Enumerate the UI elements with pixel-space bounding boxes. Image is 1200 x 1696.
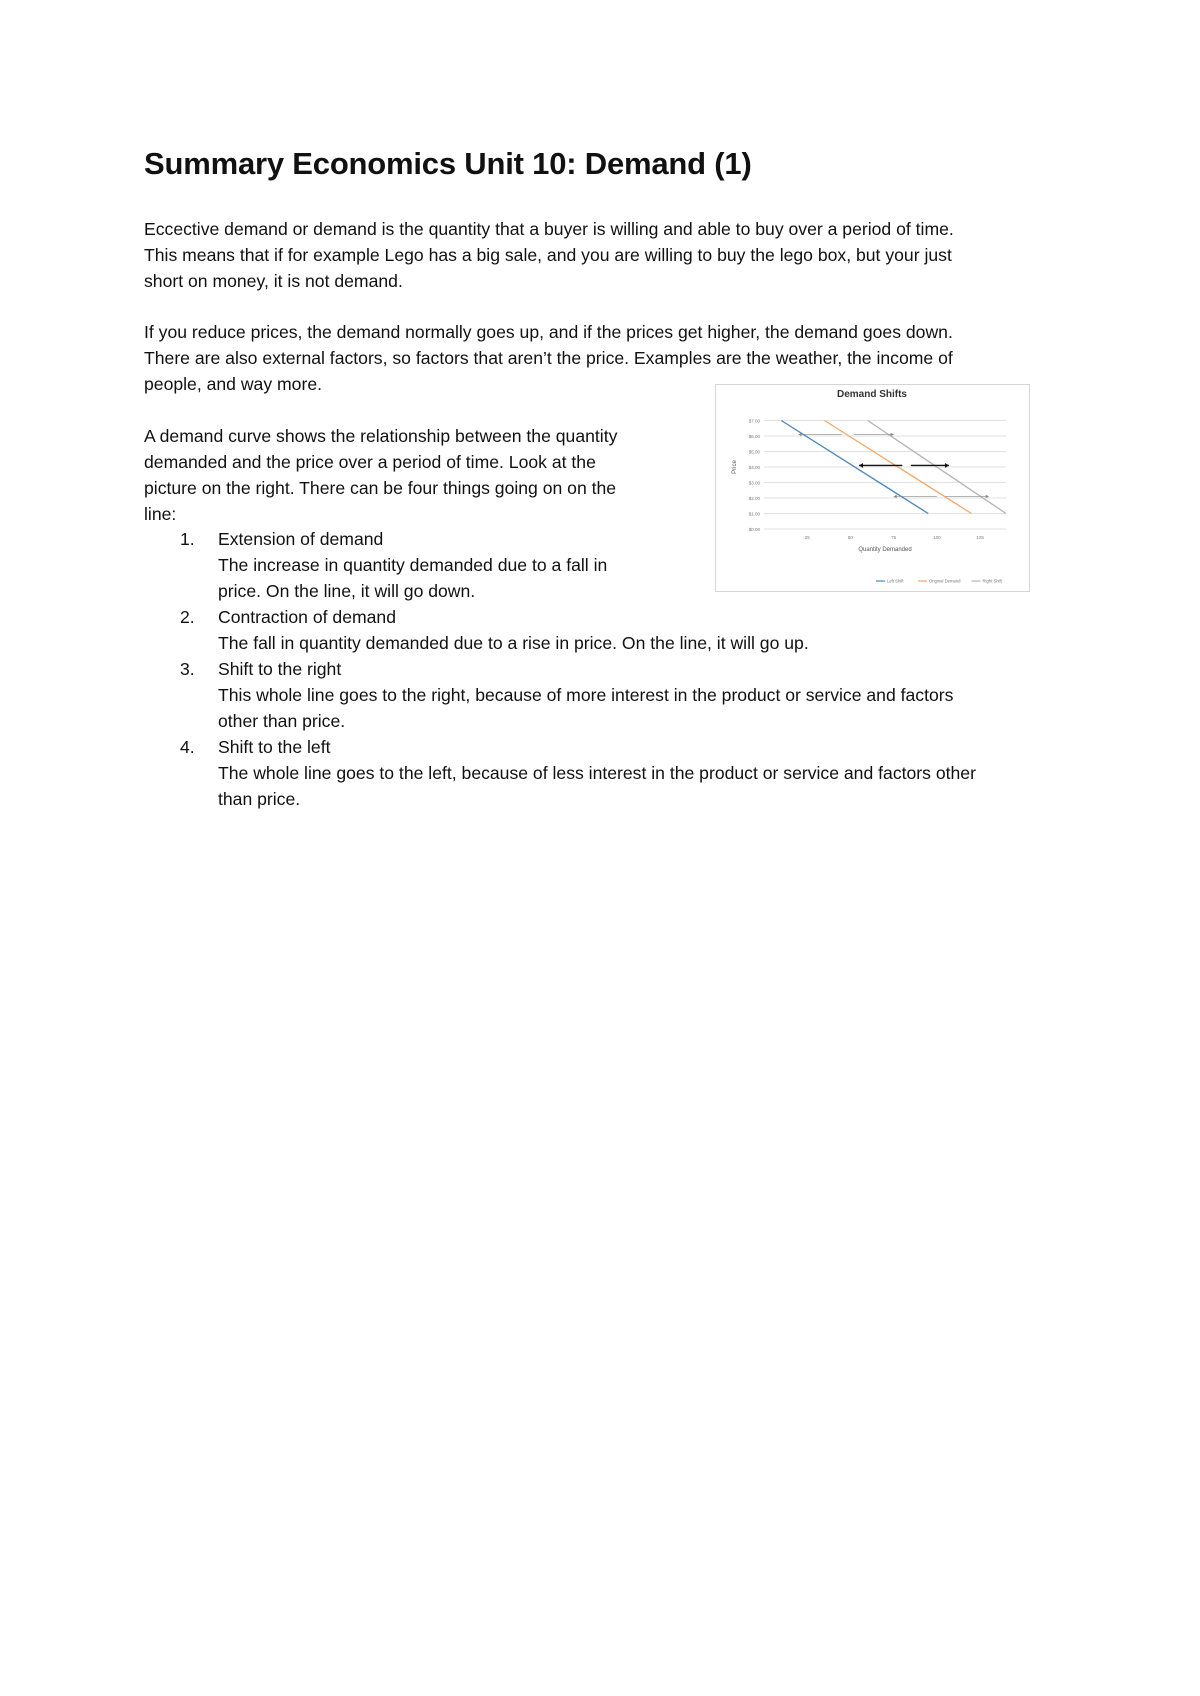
text-line: There are also external factors, so factors that aren’t the price. Examples are the weather, the income of	[144, 348, 953, 368]
chart-canvas	[716, 385, 1029, 591]
list-item	[144, 656, 976, 734]
list-item	[144, 734, 976, 812]
legend-entry	[972, 579, 1003, 584]
text-line: demanded and the price over a period of time. Look at the	[144, 452, 596, 472]
list-item	[144, 604, 976, 656]
text-line: people, and way more.	[144, 374, 322, 394]
paragraph-definition	[144, 216, 954, 294]
legend-entry	[876, 579, 904, 584]
list-item-heading: Extension of demand	[218, 529, 384, 549]
y-tick-label: $1.00	[748, 511, 760, 517]
list-number: 2.	[180, 607, 195, 627]
legend-label: Original Demand	[929, 578, 961, 584]
x-tick-label: 125	[976, 535, 984, 540]
list-item-body: This whole line goes to the right, because of more interest in the product or service and factors	[218, 685, 954, 705]
text-line: line:	[144, 504, 177, 524]
y-axis-ticks	[749, 419, 761, 533]
y-tick-label: $6.00	[748, 434, 760, 439]
list-item-body: The increase in quantity demanded due to a fall in	[218, 555, 608, 575]
text-line: This means that if for example Lego has a big sale, and you are willing to buy the lego box, but your just	[144, 245, 952, 265]
chart-legend	[876, 579, 1003, 584]
list-item-heading: Shift to the right	[218, 659, 342, 679]
y-tick-label: $2.00	[748, 496, 760, 501]
list-item-body: than price.	[218, 789, 301, 809]
legend-label: Right Shift	[982, 578, 1002, 584]
list-number: 3.	[180, 659, 195, 679]
list-item-body: The whole line goes to the left, because of less interest in the product or service and factors other	[218, 763, 976, 783]
x-tick-label: 50	[847, 535, 853, 540]
x-axis-ticks	[805, 535, 985, 540]
text-line: picture on the right. There can be four things going on on the	[144, 478, 617, 498]
text-line: short on money, it is not demand.	[144, 271, 403, 291]
list-item-heading: Contraction of demand	[218, 607, 396, 627]
x-tick-label: 100	[933, 535, 941, 540]
y-axis-label: Price	[732, 460, 738, 474]
x-axis-label: Quantity Demanded	[858, 547, 912, 553]
list-item-heading: Shift to the left	[218, 737, 331, 757]
legend-label: Left Shift	[887, 578, 904, 584]
legend-entry	[918, 579, 961, 584]
list-item-body: other than price.	[218, 711, 346, 731]
x-tick-label: 75	[891, 535, 897, 540]
list-item-body: price. On the line, it will go down.	[218, 581, 476, 601]
list-item-body: The fall in quantity demanded due to a rise in price. On the line, it will go up.	[218, 633, 809, 653]
document-title: Summary Economics Unit 10: Demand (1)	[144, 146, 752, 181]
y-tick-label: $5.00	[748, 449, 760, 455]
y-tick-label: $0.00	[748, 527, 760, 532]
paragraph-demand-curve	[144, 423, 617, 527]
text-line: If you reduce prices, the demand normally goes up, and if the prices get higher, the demand goes down.	[144, 322, 953, 342]
y-tick-label: $4.00	[748, 465, 760, 470]
chart-title: Demand Shifts	[836, 389, 908, 400]
demand-shifts-chart	[715, 384, 1030, 592]
text-line: Eccective demand or demand is the quantity that a buyer is willing and able to buy over a period of time.	[144, 219, 954, 239]
list-number: 1.	[180, 529, 195, 549]
y-tick-label: $3.00	[748, 480, 760, 486]
text-line: A demand curve shows the relationship between the quantity	[144, 426, 618, 446]
y-tick-label: $7.00	[748, 418, 760, 424]
x-tick-label: 25	[804, 535, 810, 540]
list-number: 4.	[180, 737, 195, 757]
chart-arrows	[799, 433, 989, 499]
